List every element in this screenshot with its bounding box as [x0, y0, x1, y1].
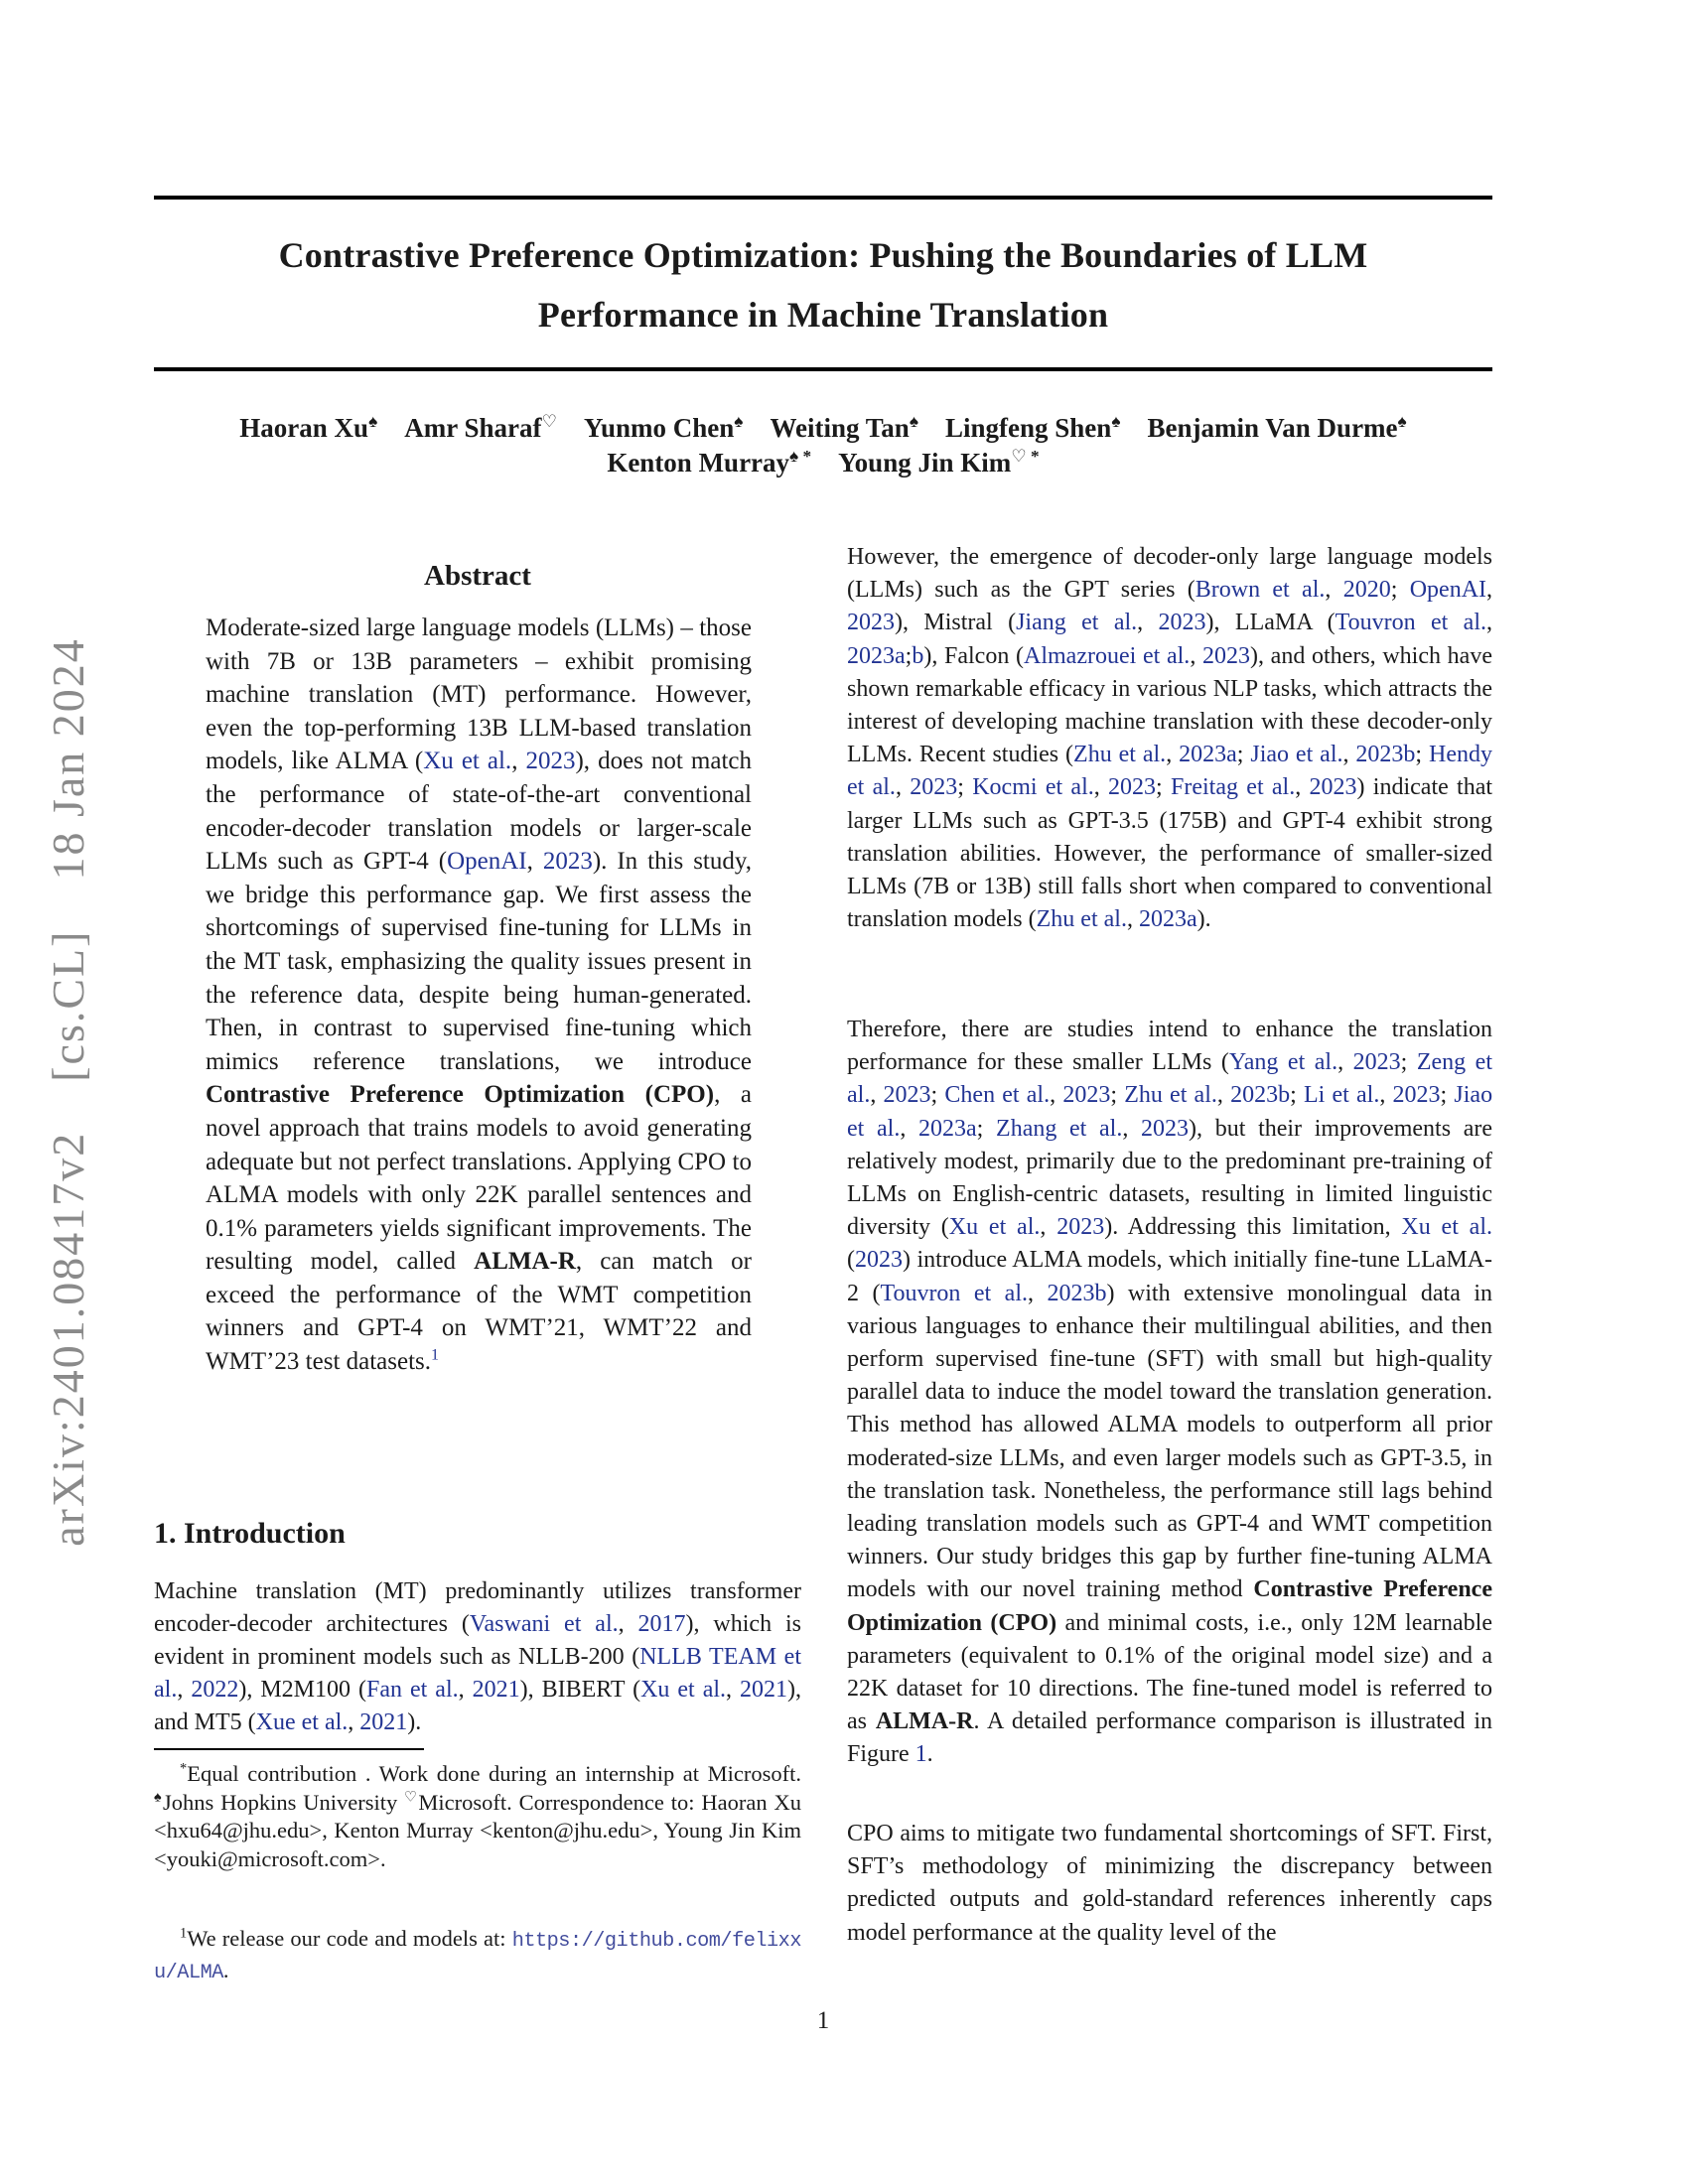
- text-segment: Johns Hopkins University: [162, 1789, 405, 1815]
- citation-link[interactable]: 2023: [1392, 1082, 1441, 1109]
- citation-link[interactable]: Zeng et al.: [847, 1049, 1493, 1109]
- citation-link[interactable]: 2023b: [1047, 1280, 1107, 1306]
- text-segment: ,: [1050, 1082, 1063, 1109]
- introduction-paragraph: [154, 1575, 801, 1739]
- citation-link[interactable]: Yang et al.: [1228, 1049, 1338, 1076]
- citation-link[interactable]: Li et al.: [1303, 1082, 1380, 1109]
- text-segment: ;: [1440, 1082, 1455, 1109]
- text-segment: ♡: [541, 412, 557, 431]
- text-segment: [743, 413, 770, 443]
- text-segment: Lingfeng Shen: [945, 413, 1112, 443]
- text-segment: ,: [511, 748, 526, 775]
- citation-link[interactable]: Jiao et al.: [847, 1082, 1493, 1142]
- footnote-rule: [154, 1748, 424, 1750]
- text-segment: ,: [348, 1709, 360, 1735]
- text-segment: ), does not match the performance of state-of-the-art conventional encoder-decoder translation models or larger-scale LLMs such as GPT-4 (: [206, 748, 752, 876]
- text-segment: ,: [458, 1677, 473, 1703]
- citation-link[interactable]: Fan et al.: [365, 1677, 459, 1703]
- right-column-paragraph-3: [847, 1818, 1492, 1950]
- citation-link[interactable]: Brown et al.: [1195, 577, 1326, 604]
- text-segment: ALMA-R: [875, 1708, 974, 1735]
- citation-link[interactable]: 2023b: [1230, 1082, 1291, 1109]
- citation-link[interactable]: Xu et al.: [1401, 1214, 1493, 1241]
- text-segment: ), Mistral (: [895, 610, 1017, 636]
- text-segment: ,: [1126, 906, 1139, 933]
- citation-link[interactable]: 2023a: [918, 1115, 977, 1142]
- author-line-1: [154, 411, 1492, 446]
- page-number: 1: [816, 2007, 830, 2034]
- text-segment: ,: [1325, 577, 1343, 604]
- citation-link[interactable]: 2020: [1342, 577, 1391, 604]
- citation-link[interactable]: Zhu et al.: [1036, 906, 1127, 933]
- citation-link[interactable]: Touvron et al.: [1335, 610, 1487, 636]
- text-segment: ;: [976, 1115, 997, 1142]
- text-segment: Weiting Tan: [770, 413, 910, 443]
- text-segment: CPO aims to mitigate two fundamental shortcomings of SFT. First, SFT’s methodology of minimizing the discrepancy between predicted outputs and gold-standard references inherently caps model performance at the quality level of the: [847, 1821, 1492, 1946]
- text-segment: ;: [1415, 742, 1430, 768]
- text-segment: Equal contribution . Work done during an internship at Microsoft.: [187, 1761, 801, 1786]
- citation-link[interactable]: 2023: [883, 1082, 931, 1109]
- text-segment: ;: [1156, 774, 1172, 801]
- citation-link[interactable]: Freitag et al.: [1171, 774, 1296, 801]
- text-segment: [377, 413, 404, 443]
- text-segment: ), BIBERT (: [519, 1677, 641, 1703]
- text-segment: ). In this study, we bridge this performance gap. We first assess the shortcomings of supervised fine-tuning for LLMs in the MT task, emphasizing the quality issues present in the reference data, despite being human-generated. Then, in contrast to supervised fine-tuning which mimics reference translations, we introduce: [206, 848, 752, 1075]
- citation-link[interactable]: NLLB TEAM et al.: [154, 1644, 801, 1703]
- text-segment: and minimal costs, i.e., only 12M learnable parameters (equivalent to 0.1% of the original model size) and a 22K dataset for 10 directions. The fine-tuned model is referred to as: [847, 1609, 1492, 1735]
- text-segment: Microsoft. Correspondence to: Haoran Xu <hxu64@jhu.edu>, Kenton Murray <kenton@jhu.edu>, Young Jin Kim <youki@microsoft.com>.: [154, 1789, 801, 1871]
- text-segment: ,: [177, 1677, 192, 1703]
- text-segment: ♠: [368, 412, 378, 431]
- text-segment: ;: [930, 1082, 945, 1109]
- citation-link[interactable]: 2021: [359, 1709, 408, 1735]
- text-segment: (: [847, 1247, 855, 1274]
- text-segment: ), and MT5 (: [154, 1677, 802, 1735]
- text-segment: ALMA-R: [474, 1248, 576, 1276]
- text-segment: ,: [526, 848, 543, 876]
- citation-link[interactable]: 2017: [637, 1611, 686, 1637]
- citation-link[interactable]: 2023: [1108, 774, 1157, 801]
- citation-link[interactable]: Xu et al.: [948, 1214, 1041, 1241]
- citation-link[interactable]: 2023: [1062, 1082, 1111, 1109]
- paper-title-line2: Performance in Machine Translation: [537, 295, 1109, 335]
- citation-link[interactable]: Zhu et al.: [1124, 1082, 1217, 1109]
- arxiv-watermark: arXiv:2401.08417v2 [cs.CL] 18 Jan 2024: [43, 637, 93, 1547]
- paper-title: [154, 225, 1492, 344]
- text-segment: ,: [1190, 642, 1202, 669]
- citation-link[interactable]: Jiang et al.: [1016, 610, 1138, 636]
- citation-link[interactable]: 2023: [542, 848, 593, 876]
- author-line-2: [154, 446, 1492, 480]
- text-segment: , can match or exceed the performance of the WMT competition winners and GPT-4 on WMT’21, WMT’22 and WMT’23 test datasets.: [206, 1248, 752, 1376]
- text-segment: ,: [726, 1677, 741, 1703]
- text-segment: ♡ *: [1011, 447, 1040, 466]
- text-segment: Yunmo Chen: [583, 413, 735, 443]
- text-segment: Contrastive Preference Optimization (CPO): [206, 1081, 715, 1109]
- text-segment: ,: [1216, 1082, 1231, 1109]
- text-segment: Young Jin Kim: [838, 448, 1012, 478]
- text-segment: ), which is evident in prominent models such as NLLB-200 (: [154, 1611, 802, 1670]
- citation-link[interactable]: 2023a: [1138, 906, 1197, 933]
- citation-link[interactable]: 2023a: [847, 642, 906, 669]
- text-segment: ) indicate that larger LLMs such as GPT-3.5 (175B) and GPT-4 exhibit strong translation abilities. However, the performance of smaller-sized LLMs (7B or 13B) still falls short when compared to conventional translation models (: [847, 774, 1493, 933]
- text-segment: ♠: [909, 412, 918, 431]
- text-segment: ,: [1137, 610, 1159, 636]
- text-segment: ,: [895, 774, 911, 801]
- text-segment: Moderate-sized large language models (LLMs) – those with 7B or 13B parameters – exhibit promising machine translation (MT) performance. However, even the top-performing 13B LLM-based translation models, like ALMA (: [206, 614, 752, 775]
- citation-link[interactable]: 2023: [1158, 610, 1206, 636]
- citation-link[interactable]: Xu et al.: [640, 1677, 727, 1703]
- text-segment: ,: [900, 1115, 919, 1142]
- citation-link[interactable]: 2023b: [1355, 742, 1416, 768]
- text-segment: , a novel approach that trains models to avoid generating adequate but not perfect translations. Applying CPO to ALMA models with only 22K parallel sentences and 0.1% parameters yields significant improvements. The resulting model, called: [206, 1081, 752, 1276]
- citation-link[interactable]: b: [912, 642, 924, 669]
- citation-link[interactable]: Touvron et al.: [880, 1280, 1028, 1306]
- horizontal-rule-mid: [154, 367, 1492, 371]
- citation-link[interactable]: 2023: [1352, 1049, 1401, 1076]
- citation-link[interactable]: 2023: [1056, 1214, 1105, 1241]
- text-segment: ♠: [1111, 412, 1121, 431]
- citation-link[interactable]: 2021: [740, 1677, 788, 1703]
- text-segment: ), and others, which have shown remarkable efficacy in various NLP tasks, which attracts the interest of developing machine translation with these decoder-only LLMs. Recent studies (: [847, 642, 1492, 768]
- text-segment: ♡: [404, 1789, 419, 1805]
- text-segment: ;: [1290, 1082, 1304, 1109]
- text-segment: ), but their improvements are relatively modest, primarily due to the predominant pre-training of LLMs on English-centric datasets, resulting in limited linguistic diversity (: [847, 1115, 1493, 1241]
- url-link[interactable]: https://github.com/felixxu/ALMA: [154, 1930, 801, 1984]
- citation-link[interactable]: 1: [431, 1346, 440, 1364]
- citation-link[interactable]: 2023: [855, 1247, 903, 1274]
- text-segment: ).: [407, 1709, 422, 1735]
- text-segment: Therefore, there are studies intend to enhance the translation performance for these smaller LLMs (: [847, 1017, 1492, 1076]
- text-segment: ;: [1390, 577, 1410, 604]
- text-segment: ,: [1342, 742, 1356, 768]
- text-segment: ) introduce ALMA models, which initially fine-tune LLaMA-2 (: [847, 1247, 1492, 1306]
- footnote-code-release: [154, 1924, 801, 1987]
- text-segment: [811, 448, 838, 478]
- citation-link[interactable]: Hendy et al.: [847, 742, 1492, 801]
- text-segment: ,: [1486, 577, 1493, 604]
- paper-title-line1: Contrastive Preference Optimization: Pushing the Boundaries of LLM: [278, 235, 1368, 275]
- text-segment: Haoran Xu: [239, 413, 369, 443]
- citation-link[interactable]: Xue et al.: [255, 1709, 349, 1735]
- text-segment: . A detailed performance comparison is illustrated in Figure: [847, 1708, 1492, 1768]
- text-segment: However, the emergence of decoder-only large language models (LLMs) such as the GPT series (: [847, 544, 1492, 604]
- text-segment: .: [222, 1958, 229, 1982]
- text-segment: ,: [618, 1611, 638, 1637]
- text-segment: ,: [1166, 742, 1180, 768]
- citation-link[interactable]: Zhang et al.: [996, 1115, 1123, 1142]
- text-segment: ,: [1040, 1214, 1057, 1241]
- text-segment: ). Addressing this limitation,: [1104, 1214, 1402, 1241]
- text-segment: ,: [1295, 774, 1310, 801]
- citation-link[interactable]: Almazrouei et al.: [1024, 642, 1191, 669]
- citation-link[interactable]: 2023: [525, 748, 576, 775]
- section-heading-introduction: 1. Introduction: [154, 1517, 346, 1550]
- citation-link[interactable]: 2022: [191, 1677, 239, 1703]
- text-segment: Machine translation (MT) predominantly utilizes transformer encoder-decoder architectures (: [154, 1578, 801, 1637]
- citation-link[interactable]: 2023: [910, 774, 958, 801]
- citation-link[interactable]: Jiao et al.: [1250, 742, 1343, 768]
- text-segment: We release our code and models at:: [187, 1926, 512, 1951]
- text-segment: ,: [1337, 1049, 1353, 1076]
- text-segment: [918, 413, 945, 443]
- text-segment: ;: [1400, 1049, 1417, 1076]
- text-segment: ♠: [1397, 412, 1407, 431]
- citation-link[interactable]: Xu et al.: [423, 748, 512, 775]
- text-segment: ), Falcon (: [923, 642, 1025, 669]
- text-segment: [557, 413, 584, 443]
- text-segment: Amr Sharaf: [404, 413, 542, 443]
- right-column-paragraph-1: [847, 541, 1492, 936]
- text-segment: ).: [1196, 906, 1211, 933]
- text-segment: ), M2M100 (: [238, 1677, 366, 1703]
- text-segment: ,: [1027, 1280, 1048, 1306]
- author-block: [154, 411, 1492, 480]
- text-segment: ), LLaMA (: [1205, 610, 1336, 636]
- citation-link[interactable]: Chen et al.: [944, 1082, 1051, 1109]
- text-segment: ;: [905, 642, 913, 669]
- citation-link[interactable]: 2021: [472, 1677, 520, 1703]
- text-segment: ,: [1122, 1115, 1142, 1142]
- abstract-heading: Abstract: [424, 560, 531, 592]
- text-segment: [1121, 413, 1148, 443]
- abstract-body: [206, 612, 752, 1379]
- citation-link[interactable]: 2023: [1309, 774, 1357, 801]
- text-segment: ,: [1093, 774, 1109, 801]
- citation-link[interactable]: 2023: [1141, 1115, 1190, 1142]
- citation-link[interactable]: Kocmi et al.: [972, 774, 1094, 801]
- text-segment: ♠: [154, 1789, 163, 1805]
- text-segment: ) with extensive monolingual data in various languages to enhance their multilingual abilities, and then perform supervised fine-tune (SFT) with small but high-quality parallel data to induce the model toward the translation generation. This method has allowed ALMA models to outperform all prior moderated-size LLMs, and even larger models such as GPT-3.5, in the translation task. Nonetheless, the performance still lags behind leading translation models such as GPT-4 and WMT competition winners. Our study bridges this gap by further fine-tuning ALMA models with our novel training method: [847, 1280, 1492, 1603]
- citation-link[interactable]: 2023: [847, 610, 895, 636]
- text-segment: Benjamin Van Durme: [1147, 413, 1398, 443]
- citation-link[interactable]: OpenAI: [447, 848, 527, 876]
- right-column-paragraph-2: [847, 1014, 1492, 1772]
- text-segment: ,: [870, 1082, 884, 1109]
- text-segment: ♠ *: [789, 447, 812, 466]
- text-segment: *: [180, 1760, 188, 1777]
- text-segment: ♠: [734, 412, 744, 431]
- citation-link[interactable]: 1: [914, 1741, 927, 1768]
- text-segment: Contrastive Preference Optimization (CPO): [847, 1576, 1492, 1636]
- citation-link[interactable]: 2023a: [1179, 742, 1237, 768]
- citation-link[interactable]: Zhu et al.: [1073, 742, 1167, 768]
- text-segment: ;: [1236, 742, 1251, 768]
- footnote-affiliation: [154, 1760, 801, 1873]
- text-segment: ;: [957, 774, 973, 801]
- text-segment: 1: [180, 1925, 188, 1942]
- horizontal-rule-top: [154, 196, 1492, 200]
- citation-link[interactable]: OpenAI: [1409, 577, 1487, 604]
- citation-link[interactable]: 2023: [1202, 642, 1250, 669]
- text-segment: ,: [1379, 1082, 1393, 1109]
- text-segment: .: [926, 1741, 933, 1768]
- text-segment: ;: [1110, 1082, 1125, 1109]
- text-segment: ,: [1486, 610, 1493, 636]
- citation-link[interactable]: Vaswani et al.: [469, 1611, 619, 1637]
- text-segment: Kenton Murray: [607, 448, 790, 478]
